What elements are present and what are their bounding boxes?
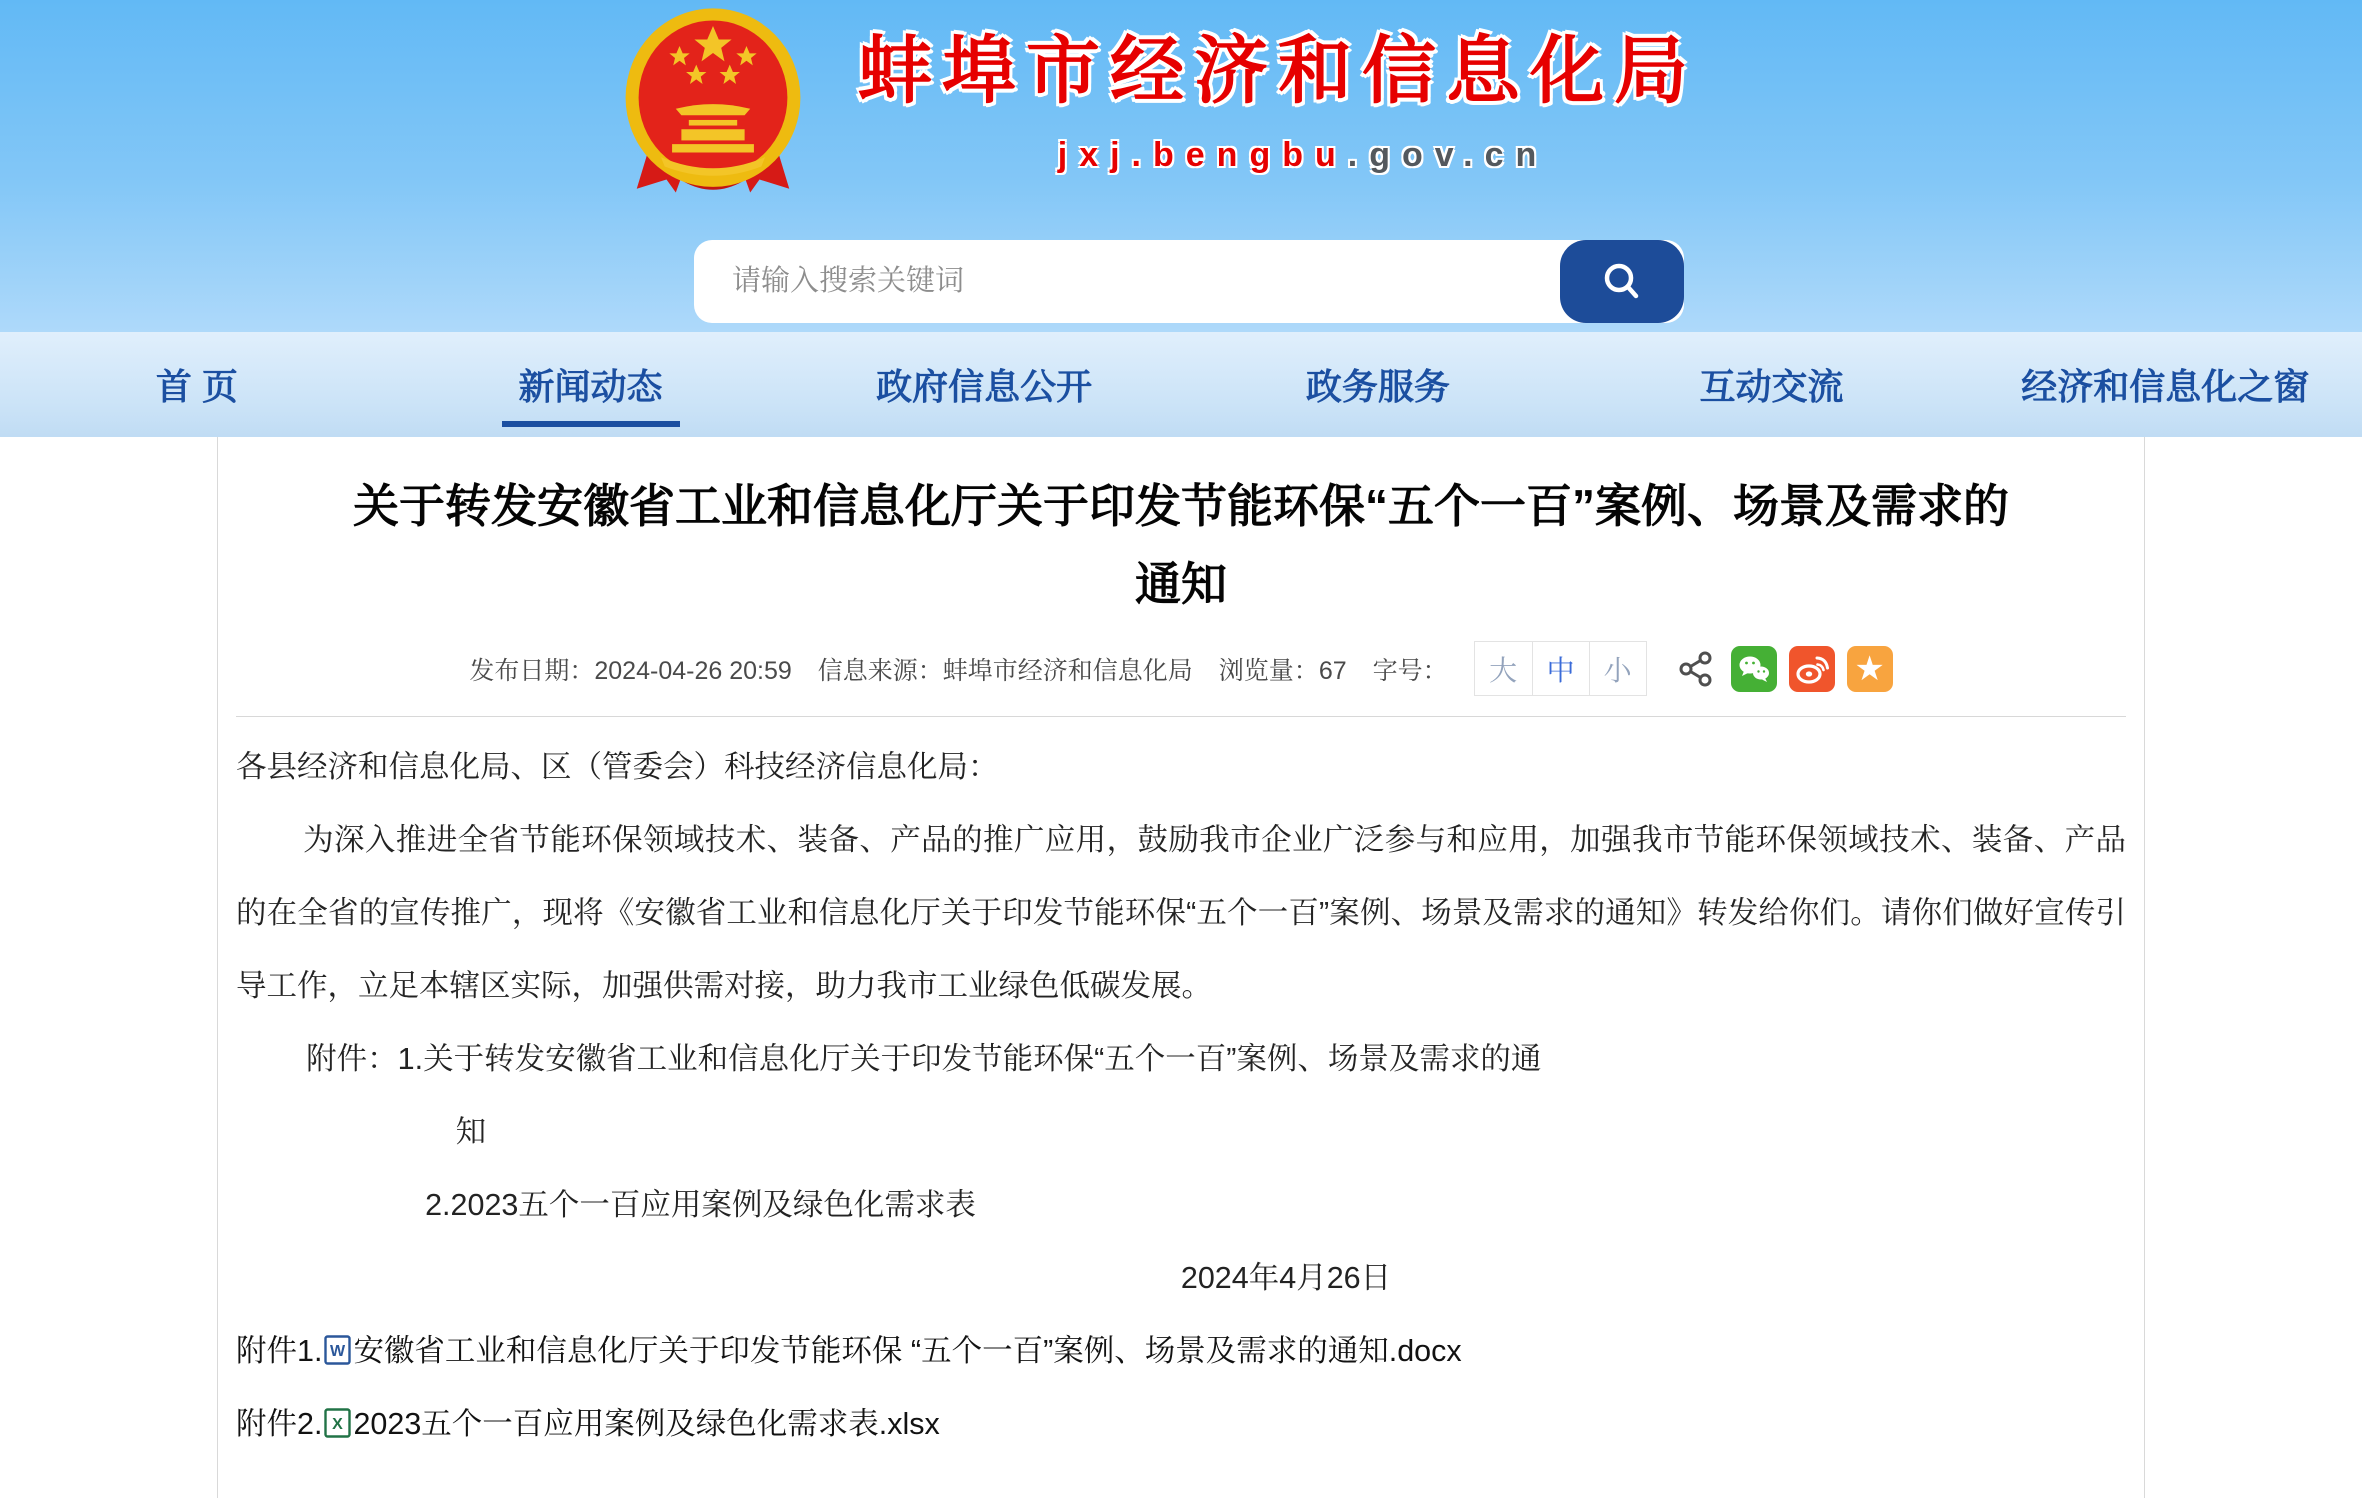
search-input[interactable] [694,240,1544,323]
attachment-note-line2: 知 [455,1115,487,1149]
svg-text:W: W [330,1343,346,1360]
share-wechat-button[interactable] [1731,646,1777,692]
site-banner [0,0,2362,332]
font-size-switcher [1474,641,1647,696]
article-title: 关于转发安徽省工业和信息化厅关于印发节能环保“五个一百”案例、场景及需求的通知 [353,480,2009,610]
nav-item-home[interactable]: 首 页 [155,366,238,407]
article-meta [236,641,2126,696]
site-title[interactable]: 蚌埠市经济和信息化局 [858,29,1698,112]
font-size-large-button[interactable]: 大 [1475,642,1532,695]
share-qzone-button[interactable] [1847,646,1893,692]
info-source: 信息来源：蚌埠市经济和信息化局 [817,656,1193,685]
attachment-note-line1: 附件：1.关于转发安徽省工业和信息化厅关于印发节能环保“五个一百”案例、场景及需求的通 [306,1042,1542,1076]
attachment-row-2 [236,1388,2126,1461]
article-date: 2024年4月26日 [1180,1261,1392,1295]
article-card [217,437,2145,1498]
nav-item-interaction[interactable]: 互动交流 [1699,366,1844,407]
search-bar [694,240,1684,323]
word-doc-icon [324,1335,351,1365]
attachment-link[interactable]: 2023五个一百应用案例及绿色化需求表.xlsx [353,1407,940,1441]
share-button[interactable] [1673,646,1719,692]
nav-item-industry-window[interactable]: 经济和信息化之窗 [2021,366,2310,407]
nav-item-news[interactable]: 新闻动态 [394,332,788,437]
attachment-link[interactable]: 安徽省工业和信息化厅关于印发节能环保 “五个一百”案例、场景及需求的通知.docx [353,1334,1462,1368]
share-weibo-button[interactable] [1789,646,1835,692]
font-size-small-button[interactable]: 小 [1589,642,1646,695]
nav-item-services[interactable]: 政务服务 [1305,366,1450,407]
main-nav [0,332,2362,437]
excel-doc-icon [324,1408,351,1438]
attachment-row-1 [236,1315,2126,1388]
search-icon [1599,259,1645,305]
attachment-note-line3: 2.2023五个一百应用案例及绿色化需求表 [425,1188,976,1222]
attachment-label: 附件2. [236,1407,323,1441]
font-size-label: 字号： [1372,656,1448,685]
wechat-icon [1734,649,1774,689]
article-body [236,717,2126,1461]
active-tab-underline [502,421,680,427]
main-paragraph: 为深入推进全省节能环保领域技术、装备、产品的推广应用，鼓励我市企业广泛参与和应用，加强我市节能环保领域技术、装备、产品的在全省的宣传推广，现将《安徽省工业和信息化厅关于印发节能环保“五个一百”案例、场景及需求的通知》转发给你们。请你们做好宣传引导工作，立足本辖区实际，加强供需对接，助力我市工业绿色低碳发展。 [236,823,2126,1003]
salutation: 各县经济和信息化局、区（管委会）科技经济信息化局： [236,750,999,784]
weibo-icon [1792,649,1832,689]
view-count: 浏览量：67 [1218,656,1347,685]
attachment-label: 附件1. [236,1334,323,1368]
font-size-medium-button[interactable]: 中 [1532,642,1589,695]
nav-item-gov-info[interactable]: 政府信息公开 [876,366,1093,407]
qzone-star-icon: ★ [1854,649,1885,688]
share-row [1673,646,1893,692]
share-icon [1676,649,1716,689]
publish-date: 发布日期：2024-04-26 20:59 [469,656,792,685]
national-emblem-icon[interactable] [620,6,806,206]
svg-text:X: X [332,1416,344,1433]
site-url: jxj.bengbu.gov.cn [1057,136,1549,174]
search-button[interactable] [1560,240,1684,323]
